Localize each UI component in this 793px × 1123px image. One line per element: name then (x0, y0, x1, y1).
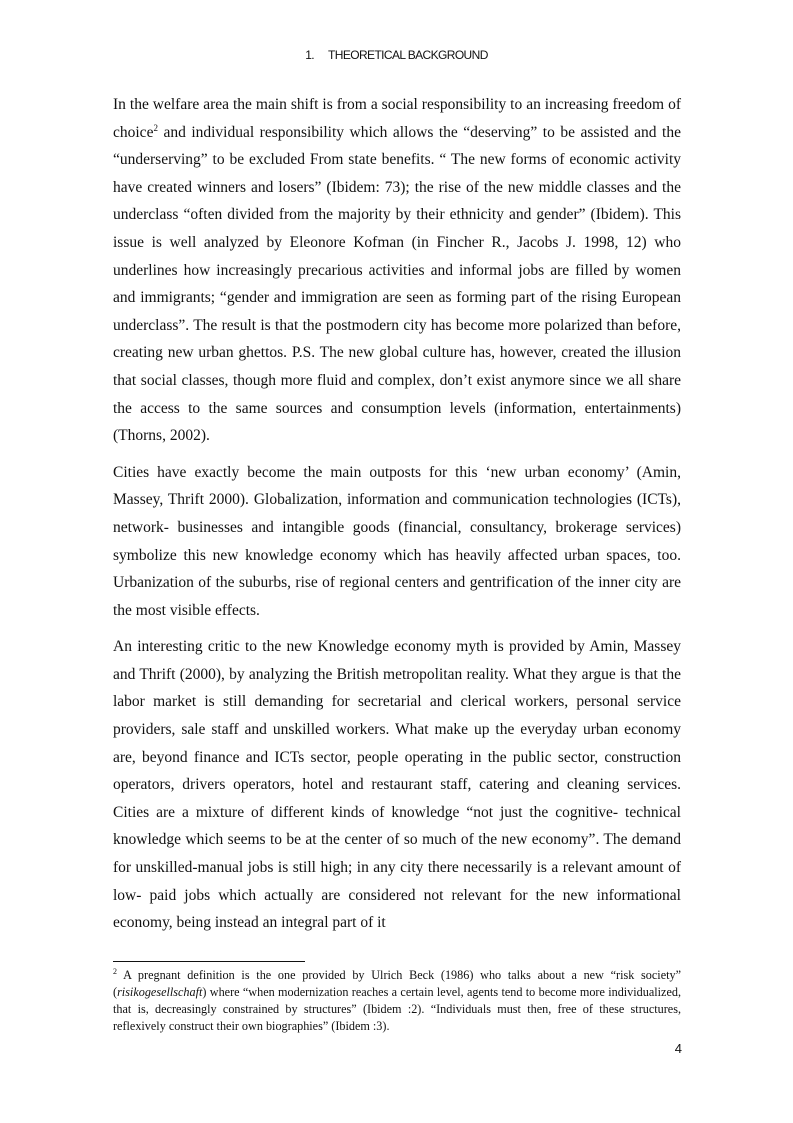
paragraph-3: An interesting critic to the new Knowledge economy myth is provided by Amin, Massey and Thrift (2000), by analyzing the British metropolitan reality. What they argue is that the labor market is still demanding for secretarial and clerical workers, personal service providers, sale staff and unskilled workers. What make up the everyday urban economy are, beyond finance and ICTs sector, people operating in the public sector, construction operators, drivers operators, hotel and restaurant staff, catering and cleaning services. Cities are a mixture of different kinds of knowledge “not just the cognitive- technical knowledge which seems to be at the center of so much of the new economy”. The demand for unskilled-manual jobs is still high; in any city there necessarily is a relevant amount of low- paid jobs which actually are considered not relevant for the new informational economy, being instead an integral part of it (113, 638, 681, 932)
footnote-italic-term: risikogesellschaft (117, 985, 203, 999)
paragraph-1-rest: and individual responsibility which allows the “deserving” to be assisted and the “underserving” to be excluded From state benefits. “ The new forms of economic activity have created winners and losers” (Ibidem: 73); the rise of the new middle classes and the underclass “often divided from the majority by their ethnicity and gender” (Ibidem). This issue is well analyzed by Eleonore Kofman (in Fincher R., Jacobs J. 1998, 12) who underlines how increasingly precarious activities and informal jobs are filled by women and immigrants; “gender and immigration are seen as forming part of the rising European underclass”. The result is that the postmodern city has become more polarized than before, creating new urban ghettos. P.S. The new global culture has, however, created the illusion that social classes, though more fluid and complex, don’t exist anymore since we all share the access to the same sources and consumption levels (information, entertainments) (Thorns, 2002). (113, 123, 681, 445)
footnote-reference[interactable]: 2 (153, 122, 158, 133)
paragraph-1-start: In the welfare area the main shift is from a social responsibility to an increasing freedom of choice (113, 96, 681, 141)
footnote-separator (113, 961, 305, 962)
page-number: 4 (674, 1041, 682, 1056)
footnote-marker: 2 (113, 966, 117, 976)
main-text (113, 91, 681, 946)
footnote (113, 967, 681, 1035)
paragraph-2: Cities have exactly become the main outposts for this ‘new urban economy’ (Amin, Massey, Thrift 2000). Globalization, information and communication technologies (ICTs), network- businesses and intangible goods (financial, consultancy, brokerage services) symbolize this new knowledge economy which has heavily affected urban spaces, too. Urbanization of the suburbs, rise of regional centers and gentrification of the inner city are the most visible effects. (113, 463, 681, 619)
footnote-text-end: ) where “when modernization reaches a certain level, agents tend to become more individualized, that is, decreasingly constrained by structures” (Ibidem :2). “Individuals must then, free of these structures, reflexively construct their own biographies” (Ibidem :3). (113, 985, 681, 1033)
section-number: 1. (305, 48, 315, 62)
paragraph-1 (113, 91, 681, 450)
running-header (0, 48, 793, 62)
section-title: THEORETICAL BACKGROUND (328, 48, 488, 62)
footnote-text-start: A pregnant definition is the one provided by Ulrich Beck (1986) who talks about a new “risk society” ( (113, 968, 681, 999)
